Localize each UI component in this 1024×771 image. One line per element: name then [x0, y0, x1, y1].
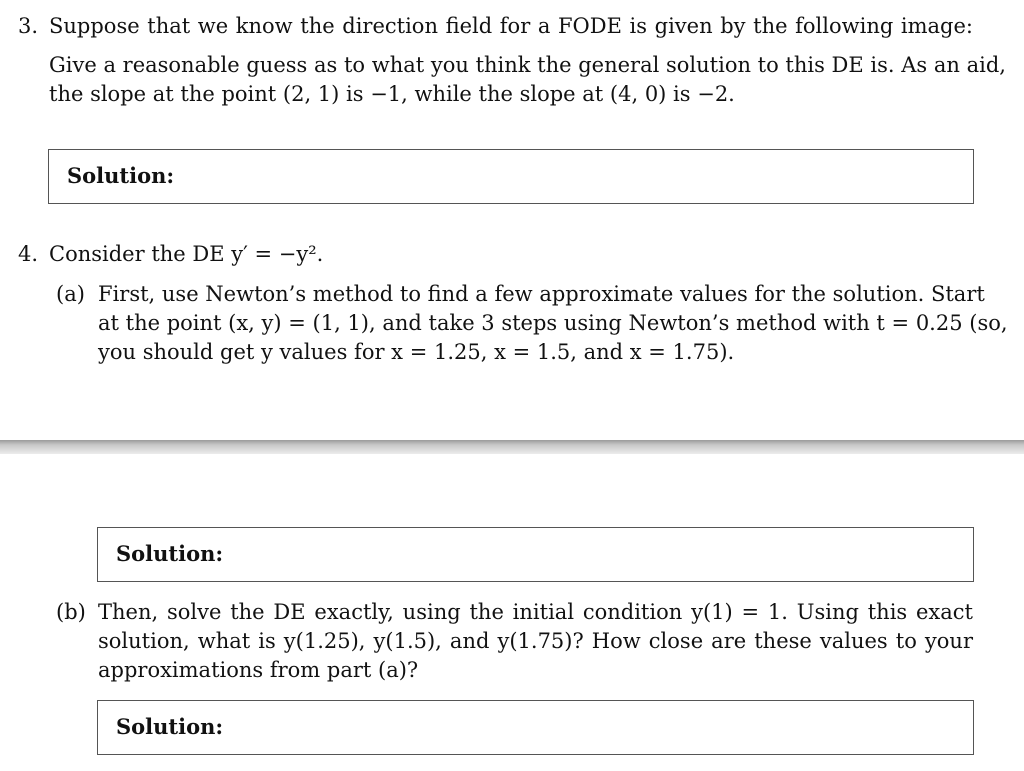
question-3-line-3: the slope at the point (2, 1) is −1, while the slope at (4, 0) is −2.: [49, 82, 735, 106]
part-a-marker: (a): [56, 282, 85, 306]
part-b-line-1: Then, solve the DE exactly, using the initial condition y(1) = 1. Using this exact: [98, 600, 973, 624]
question-3-solution-box[interactable]: [48, 149, 974, 204]
solution-label: Solution:: [67, 163, 175, 188]
part-a-line-2: at the point (x, y) = (1, 1), and take 3 steps using Newton’s method with t = 0.25 (so,: [98, 311, 1008, 335]
page-separator: [0, 440, 1024, 454]
question-4-number: 4.: [18, 242, 39, 266]
part-a-line-1: First, use Newton’s method to find a few approximate values for the solution. Start: [98, 282, 985, 306]
question-3-line-2: Give a reasonable guess as to what you think the general solution to this DE is. As an aid,: [49, 53, 1006, 77]
part-b-marker: (b): [56, 600, 86, 624]
part-a-solution-box[interactable]: [97, 527, 974, 582]
part-a-line-3: you should get y values for x = 1.25, x = 1.5, and x = 1.75).: [98, 340, 735, 364]
question-3-line-1: Suppose that we know the direction field for a FODE is given by the following image:: [49, 14, 973, 38]
solution-label: Solution:: [116, 714, 224, 739]
solution-label: Solution:: [116, 541, 224, 566]
part-b-solution-box[interactable]: [97, 700, 974, 755]
question-3-number: 3.: [18, 14, 39, 38]
part-b-line-3: approximations from part (a)?: [98, 658, 419, 682]
question-4-intro: Consider the DE y′ = −y².: [49, 242, 324, 266]
part-b-line-2: solution, what is y(1.25), y(1.5), and y(1.75)? How close are these values to your: [98, 629, 973, 653]
